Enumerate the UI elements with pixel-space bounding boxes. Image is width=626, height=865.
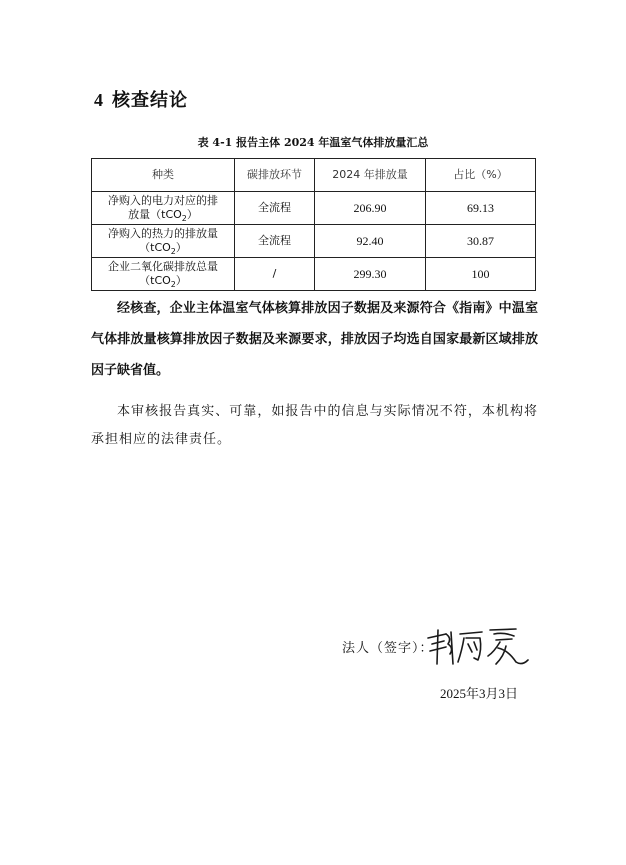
- signature-label: 法人（签字）：: [342, 641, 434, 656]
- cell-emission: 92.40: [315, 225, 426, 258]
- header-share: 占比（%）: [426, 159, 536, 192]
- header-type: 种类: [92, 159, 235, 192]
- section-title: 核查结论: [112, 90, 188, 111]
- handwritten-signature: [424, 624, 532, 668]
- header-stage: 碳排放环节: [235, 159, 315, 192]
- conclusion-paragraph: [91, 293, 538, 386]
- cell-stage: 全流程: [235, 225, 315, 258]
- statement-paragraph: [91, 398, 538, 454]
- table-row: [92, 225, 536, 258]
- statement-text: 本审核报告真实、可靠，如报告中的信息与实际情况不符，本机构将承担相应的法律责任。: [91, 404, 538, 447]
- cell-emission: 206.90: [315, 192, 426, 225]
- section-heading: [94, 86, 188, 112]
- cell-stage: 全流程: [235, 192, 315, 225]
- cell-share: 100: [426, 258, 536, 291]
- table-row: [92, 192, 536, 225]
- cell-stage: /: [235, 258, 315, 291]
- emissions-summary-table: [91, 158, 536, 291]
- cell-type: 净购入的电力对应的排 放量（tCO$_2$）: [92, 192, 235, 225]
- cell-share: 69.13: [426, 192, 536, 225]
- signature-date: 2025年3月3日: [440, 686, 519, 701]
- table-caption: 表 4-1 报告主体 2024 年温室气体排放量汇总: [197, 136, 429, 149]
- cell-emission: 299.30: [315, 258, 426, 291]
- header-emission: 2024 年排放量: [315, 159, 426, 192]
- conclusion-text: 经核查，企业主体温室气体核算排放因子数据及来源符合《指南》中温室气体排放量核算排放因子数据及来源要求，排放因子均选自国家最新区域排放因子缺省值。: [91, 301, 538, 378]
- cell-share: 30.87: [426, 225, 536, 258]
- cell-type: 净购入的热力的排放量 （tCO$_2$）: [92, 225, 235, 258]
- section-number: 4: [94, 90, 104, 110]
- table-row: [92, 258, 536, 291]
- cell-type: 企业二氧化碳排放总量 （tCO$_2$）: [92, 258, 235, 291]
- table-header-row: [92, 159, 536, 192]
